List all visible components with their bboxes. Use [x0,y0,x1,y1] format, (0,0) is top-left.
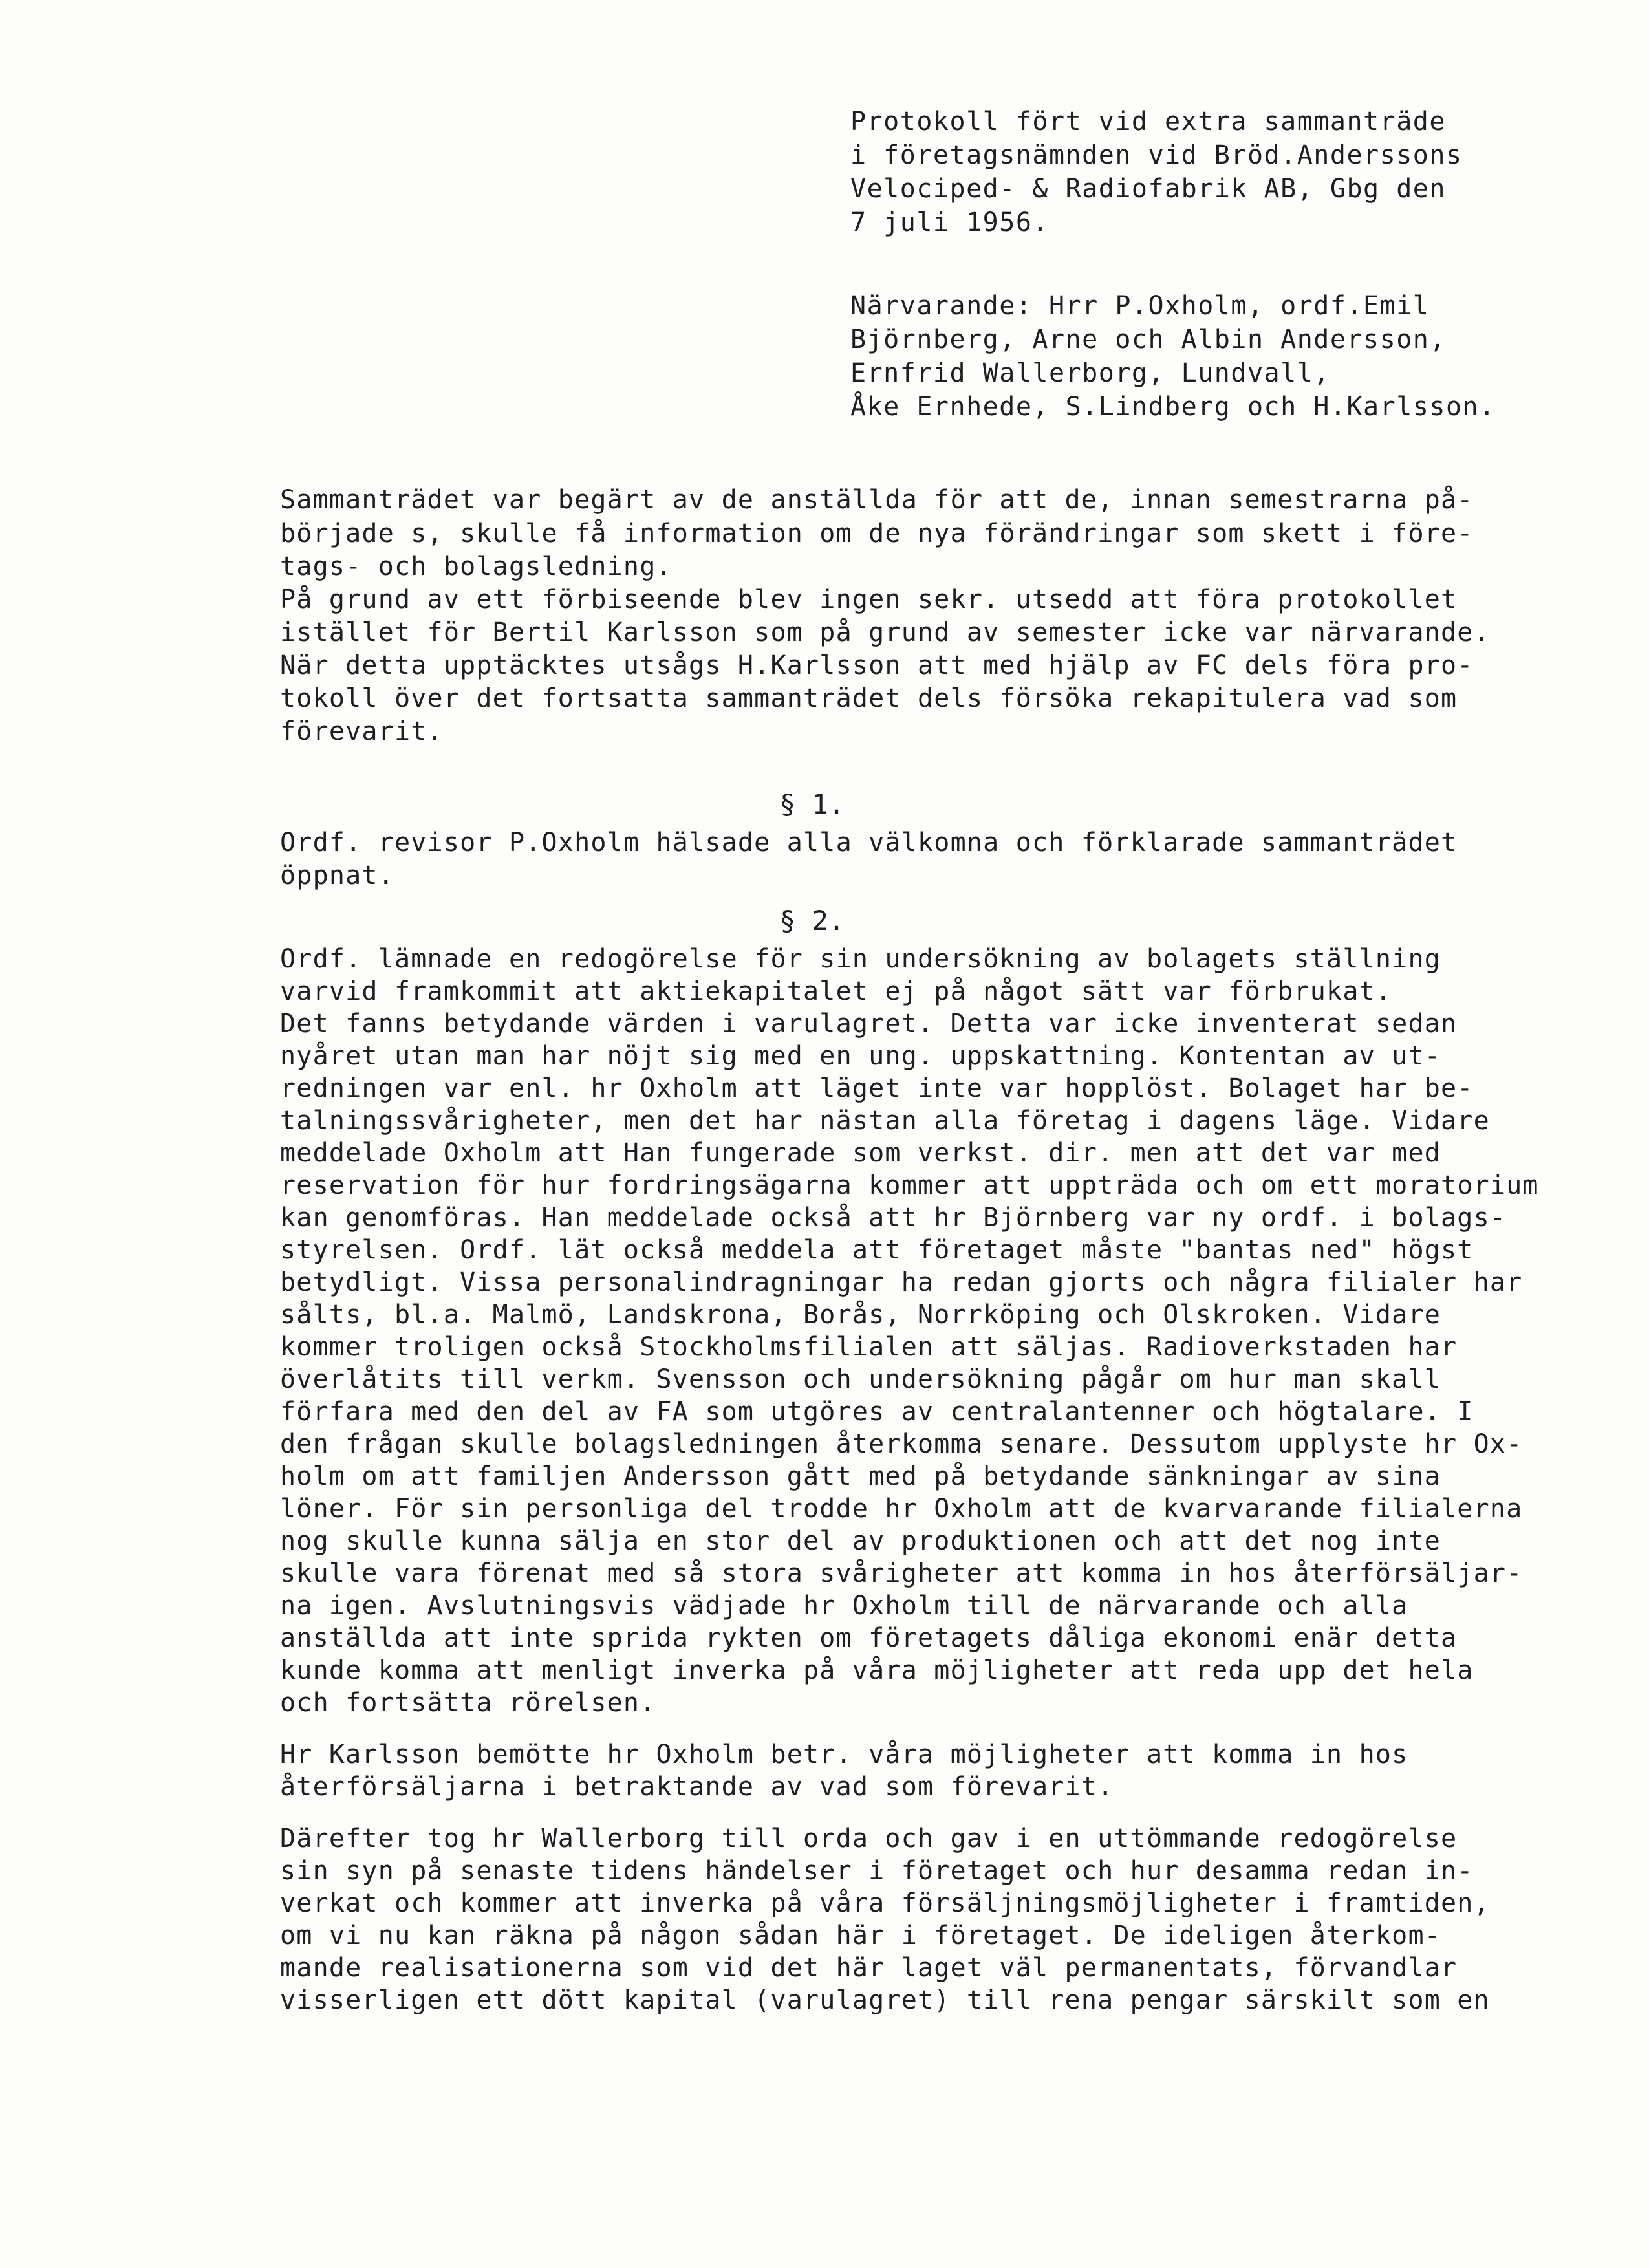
intro-line: förevarit. [280,717,444,746]
header-line: Velociped- & Radiofabrik AB, Gbg den [850,174,1446,204]
section-2-heading: § 2. [779,905,845,936]
section-1-line: öppnat. [280,861,394,891]
wallerborg-line: Därefter tog hr Wallerborg till orda och gav i en uttömmande redogörelse [280,1824,1458,1853]
header-line: 7 juli 1956. [850,208,1049,237]
attendees-line: Ernfrid Wallerborg, Lundvall, [850,358,1330,388]
section-2-line: nog skulle kunna sälja en stor del av produktionen och att det nog inte [280,1526,1441,1556]
section-2-line: styrelsen. Ordf. lät också meddela att företaget måste "bantas ned" högst [280,1235,1474,1265]
header-line: Protokoll fört vid extra sammanträde [850,107,1446,136]
section-2-line: talningssvårigheter, men det har nästan alla företag i dagens läge. Vidare [280,1106,1490,1136]
section-2-line: den frågan skulle bolagsledningen återkomma senare. Dessutom upplyste hr Ox- [280,1429,1523,1459]
attendees-line: Åke Ernhede, S.Lindberg och H.Karlsson. [850,392,1496,422]
header-line: i företagsnämnden vid Bröd.Anderssons [850,140,1463,170]
section-1-line: Ordf. revisor P.Oxholm hälsade alla välkomna och förklarade sammanträdet [280,828,1458,858]
wallerborg-line: visserligen ett dött kapital (varulagret) till rena pengar särskilt som en [280,1985,1490,2015]
section-2-line: skulle vara förenat med så stora svårigheter att komma in hos återförsäljar- [280,1559,1523,1588]
intro-line: tags- och bolagsledning. [280,552,673,581]
section-2-line: varvid framkommit att aktiekapitalet ej på något sätt var förbrukat. [280,977,1392,1006]
section-2-line: kommer troligen också Stockholmsfilialen att säljas. Radioverkstaden har [280,1332,1458,1362]
section-2-line: förfara med den del av FA som utgöres av centralantenner och högtalare. I [280,1397,1474,1427]
wallerborg-line: om vi nu kan räkna på någon sådan här i företaget. De ideligen återkom- [280,1921,1441,1950]
section-2-line: reservation för hur fordringsägarna kommer att uppträda och om ett moratorium [280,1171,1539,1200]
section-2-line: betydligt. Vissa personalindragningar ha redan gjorts och några filialer har [280,1268,1523,1297]
karlsson-line: Hr Karlsson bemötte hr Oxholm betr. våra möjligheter att komma in hos [280,1740,1408,1769]
section-2-line: Det fanns betydande värden i varulagret. Detta var icke inventerat sedan [280,1009,1458,1039]
intro-line: började s, skulle få information om de nya förändringar som skett i före- [280,519,1474,548]
section-2-line: och fortsätta rörelsen. [280,1688,656,1718]
intro-line: tokoll över det fortsatta sammanträdet dels försöka rekapitulera vad som [280,684,1458,713]
intro-line: När detta upptäcktes utsågs H.Karlsson att med hjälp av FC dels föra pro- [280,651,1474,680]
attendees-line: Björnberg, Arne och Albin Andersson, [850,325,1446,354]
intro-line: På grund av ett förbiseende blev ingen sekr. utsedd att föra protokollet [280,585,1458,614]
intro-line: Sammanträdet var begärt av de anställda för att de, innan semestrarna på- [280,485,1474,515]
wallerborg-line: sin syn på senaste tidens händelser i företaget och hur desamma redan in- [280,1856,1474,1886]
section-2-line: meddelade Oxholm att Han fungerade som verkst. dir. men att det var med [280,1138,1441,1168]
wallerborg-line: mande realisationerna som vid det här laget väl permanentats, förvandlar [280,1953,1458,1983]
attendees-line: Närvarande: Hrr P.Oxholm, ordf.Emil [850,291,1430,321]
section-2-line: anställda att inte sprida rykten om företagets dåliga ekonomi enär detta [280,1623,1458,1653]
section-2-line: löner. För sin personliga del trodde hr Oxholm att de kvarvarande filialerna [280,1494,1523,1524]
section-2-line: kan genomföras. Han meddelade också att hr Björnberg var ny ordf. i bolags- [280,1203,1507,1233]
section-1-heading: § 1. [779,788,845,820]
section-2-line: nyåret utan man har nöjt sig med en ung. uppskattning. Kontentan av ut- [280,1041,1441,1071]
section-2-line: sålts, bl.a. Malmö, Landskrona, Borås, Norrköping och Olskroken. Vidare [280,1300,1441,1330]
section-2-line: redningen var enl. hr Oxholm att läget inte var hopplöst. Bolaget har be- [280,1074,1474,1103]
section-2-line: överlåtits till verkm. Svensson och undersökning pågår om hur man skall [280,1365,1441,1394]
wallerborg-line: verkat och kommer att inverka på våra försäljningsmöjligheter i framtiden, [280,1888,1490,1918]
section-2-line: kunde komma att menligt inverka på våra möjligheter att reda upp det hela [280,1656,1474,1685]
intro-line: istället för Bertil Karlsson som på grund av semester icke var närvarande. [280,618,1490,647]
section-2-line: Ordf. lämnade en redogörelse för sin undersökning av bolagets ställning [280,944,1441,974]
section-2-line: holm om att familjen Andersson gått med på betydande sänkningar av sina [280,1462,1441,1491]
karlsson-line: återförsäljarna i betraktande av vad som förevarit. [280,1772,1114,1802]
section-2-line: na igen. Avslutningsvis vädjade hr Oxholm till de närvarande och alla [280,1591,1408,1621]
